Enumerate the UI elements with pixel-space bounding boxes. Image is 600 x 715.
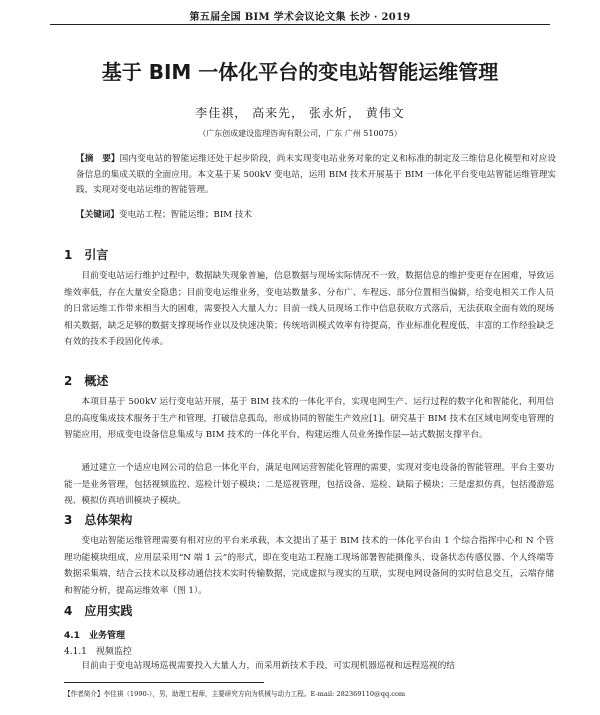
section-2-paragraph-2: 通过建立一个适应电网公司的信息一体化平台，满足电网运营智能化管理的需要，实现对变电设备的智能管理。平台主要功能一是业务管理，包括视频监控、巡检计划子模块；二是巡视管理，包括设备、巡检、缺陷子模块；三是虚拟仿真，包括漫游巡视、模拟仿真培训模块子模块。	[64, 463, 554, 507]
subsubsection-heading: 4.1.1 视频监控	[64, 647, 132, 657]
abstract	[76, 152, 556, 199]
abstract-text: 国内变电站的智能运维还处于起步阶段，尚未实现变电站业务对象的定义和标准的制定及三维信息化模型和对应设备信息的集成关联的全面应用。本文基于某 500kV 变电站，运用 BIM 技术开展基于 BIM 一体化平台变电站智能运维管理实践，实现对变电站运维的智能管理。	[76, 154, 556, 196]
abstract-label: 【摘 要】	[76, 154, 120, 164]
section-2-paragraph-1: 本项目基于 500kV 运行变电站开展，基于 BIM 技术的一体化平台，实现电网生产、运行过程的数字化和智能化，利用信息的高度集成技术服务于生产和管理，打破信息孤岛，形成协同的智能生产效应[1]。研究基于 BIM 技术在区域电网变电管理的智能应用，形成变电设备信息集成与 BIM 技术的一体化平台，构建运维人员业务操作层—站式数据支撑平台。	[64, 397, 554, 441]
footnote-rule	[64, 682, 264, 683]
author-list: 李佳祺， 高来先， 张永炘， 黄伟文	[195, 106, 405, 120]
keywords	[76, 208, 556, 222]
section-4-paragraph: 目前由于变电站现场巡视需要投入大量人力，而采用新技术手段，可实现机器巡视和远程巡视的结	[81, 661, 455, 671]
section-heading-overview: 2 概述	[64, 374, 109, 388]
section-heading-practice: 4 应用实践	[64, 604, 133, 618]
section-3-paragraph: 变电站智能运维管理需要有相对应的平台来承载，本文提出了基于 BIM 技术的一体化平台由 1 个综合指挥中心和 N 个管理功能模块组成，应用层采用“N 端 1 云”的形式，即在变电站工程施工现场部署智能摄像头、设备状态传感仪器、个人终端等数据采集端，结合云技术以及移动通信技术实时传输数据，完成虚拟与现实的互联，实现电网设备间的实时信息交互，云端存储和智能分析，提高运维效率（图 1）。	[64, 536, 554, 596]
section-1-paragraph: 目前变电站运行维护过程中，数据缺失现象普遍，信息数据与现场实际情况不一致，数据信息的维护变更存在困难，导致运维效率低，存在大量安全隐患；目前变电运维业务，变电站数量多、分布广、车程远、部分位置相当偏僻，给变电相关工作人员的日常运维工作带来相当大的困难，需要投入大量人力；目前一线人员现场工作中信息获取方式落后，无法获取全面有效的现场相关数据，缺乏足够的数据支撑现场作业以及快速决策；传统培训模式效率有待提高，作业标准化程度低，丰富的工作经验缺乏有效的技术手段固化传承。	[64, 271, 554, 348]
section-heading-introduction: 1 引言	[64, 248, 109, 262]
header-rule	[50, 24, 550, 25]
keywords-text: 变电站工程；智能运维；BIM 技术	[118, 210, 252, 220]
keywords-label: 【关键词】	[76, 210, 119, 220]
section-heading-architecture: 3 总体架构	[64, 513, 133, 527]
subsection-heading: 4.1 业务管理	[64, 631, 125, 641]
author-footnote: 【作者简介】李佳祺（1990-），男，助理工程师，主要研究方向为机械与动力工程。E-mail: 282369110@qq.com	[64, 690, 406, 698]
affiliation: （广东创成建设监理咨询有限公司，广东 广州 510075）	[198, 129, 402, 138]
paper-title: 基于 BIM 一体化平台的变电站智能运维管理	[101, 60, 499, 84]
running-head: 第五届全国 BIM 学术会议论文集 长沙 · 2019	[189, 12, 411, 23]
